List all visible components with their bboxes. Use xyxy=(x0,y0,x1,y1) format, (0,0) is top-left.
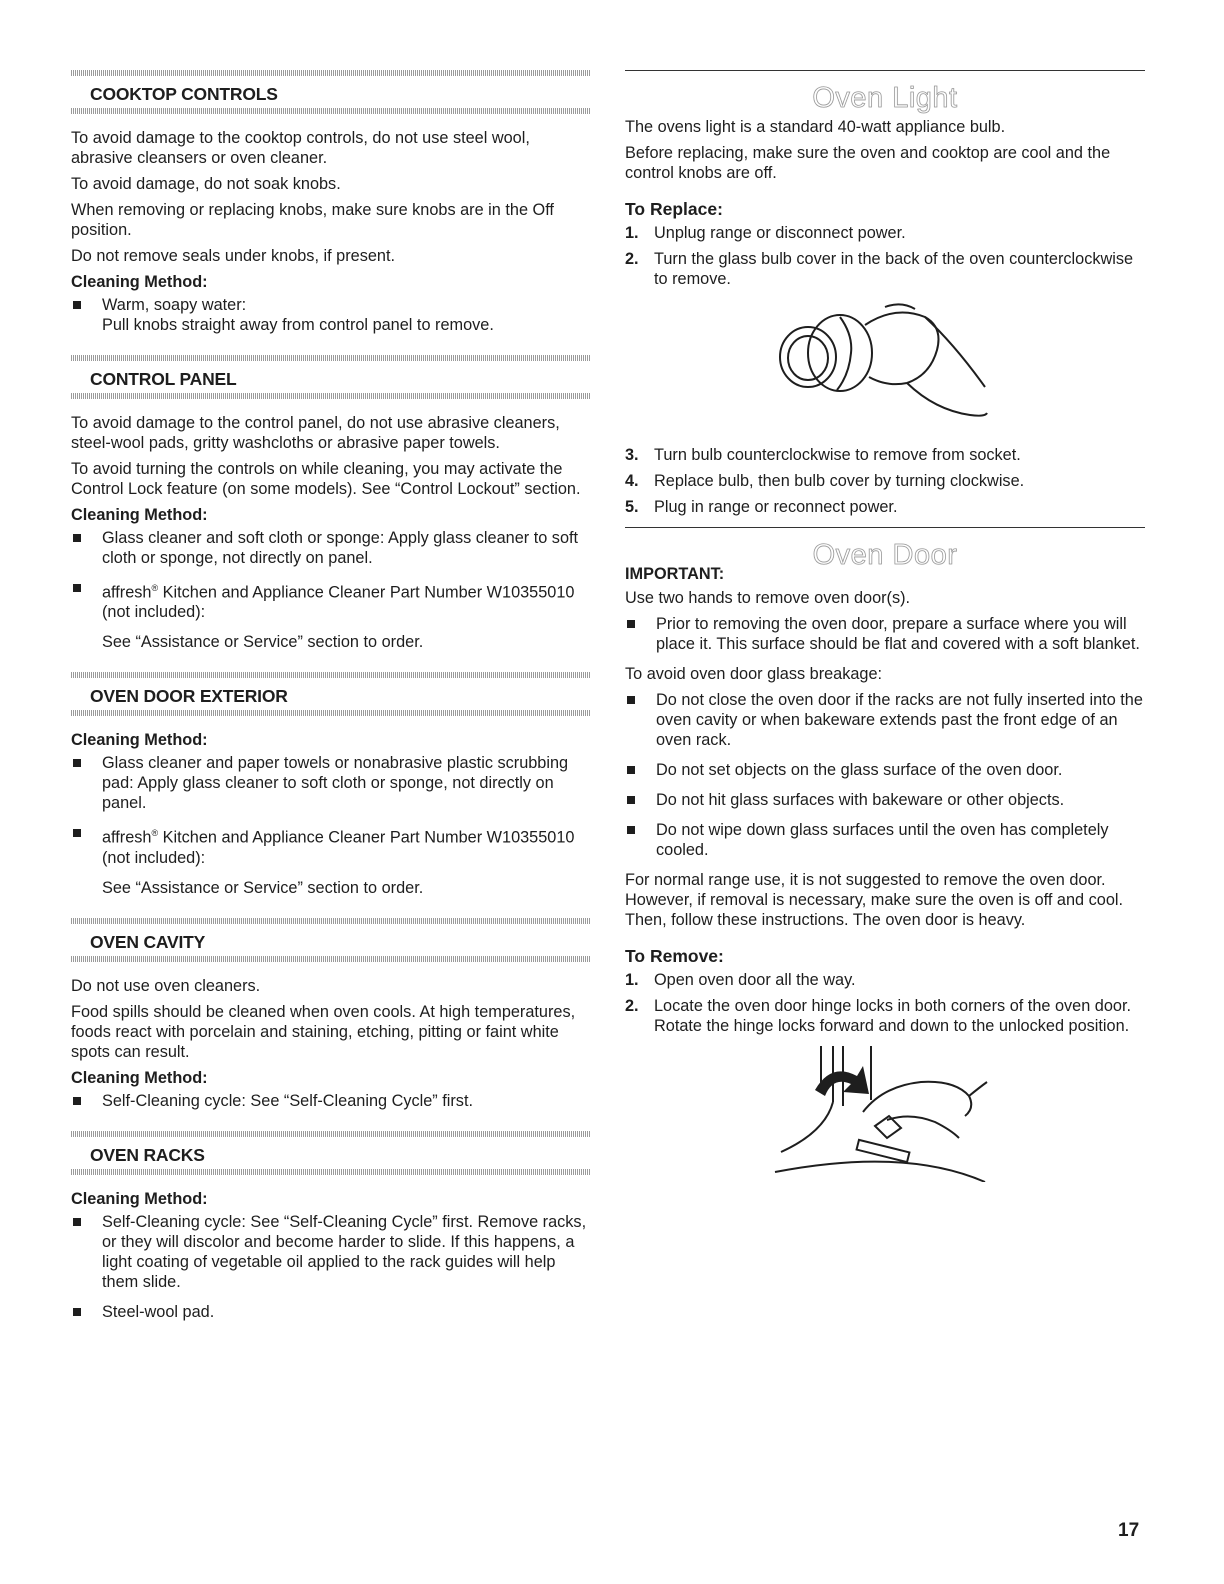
paragraph: To avoid damage, do not soak knobs. xyxy=(71,175,341,193)
section-rule xyxy=(625,527,1145,528)
bullet-list xyxy=(625,614,1145,654)
cleaning-method-label: Cleaning Method: xyxy=(71,731,208,750)
list-item: Prior to removing the oven door, prepare a surface where you will place it. This surface should be flat and covered with a soft blanket. xyxy=(625,614,1145,654)
paragraph: For normal range use, it is not suggested to remove the oven door. However, if removal is necessary, make sure the oven is off and cool. Then, follow these instructions. The oven door is heavy. xyxy=(625,871,1124,929)
important-label: IMPORTANT: xyxy=(625,565,725,583)
paragraph: To avoid damage to the control panel, do not use abrasive cleaners, steel-wool pads, gritty washcloths or abrasive paper towels. xyxy=(71,414,560,452)
list-item xyxy=(71,295,591,335)
list-item-text: Warm, soapy water: xyxy=(102,296,247,314)
list-item xyxy=(625,223,1145,243)
bullet-list xyxy=(71,1091,591,1111)
list-item xyxy=(71,823,591,897)
step-number: 3. xyxy=(625,446,639,464)
cover-ridge-shape xyxy=(837,317,851,390)
left-column xyxy=(71,70,591,1342)
subheading: To Replace: xyxy=(625,199,723,219)
list-item: Steel-wool pad. xyxy=(71,1302,591,1322)
section-header xyxy=(71,355,591,399)
bullet-list xyxy=(71,528,591,652)
paragraph: Use two hands to remove oven door(s). xyxy=(625,589,911,607)
hand-arm-line xyxy=(907,383,987,416)
list-item: Do not hit glass surfaces with bakeware or other objects. xyxy=(625,790,1145,810)
brand-name: affresh xyxy=(102,828,152,847)
section-title: OVEN CAVITY xyxy=(90,931,206,952)
bulb-cover-illustration xyxy=(625,295,1145,445)
section-header xyxy=(71,918,591,962)
list-item xyxy=(625,996,1145,1036)
section-title: Oven Door xyxy=(812,539,958,571)
numbered-list xyxy=(625,970,1145,1036)
section-control-panel xyxy=(71,355,591,652)
paragraph: To avoid turning the controls on while cleaning, you may activate the Control Lock feature (on some models). See “Control Lockout” section. xyxy=(71,460,581,498)
section-header xyxy=(71,1131,591,1175)
bullet-list xyxy=(625,690,1145,860)
list-item-subtext: See “Assistance or Service” section to order. xyxy=(102,633,424,652)
bullet-list xyxy=(71,753,591,897)
step-text: Locate the oven door hinge locks in both corners of the oven door. Rotate the hinge locks forward and down to the unlocked position. xyxy=(654,997,1131,1035)
step-number: 4. xyxy=(625,472,639,490)
section-header xyxy=(71,672,591,716)
list-item-subtext: See “Assistance or Service” section to order. xyxy=(102,878,424,897)
hatch-rule xyxy=(71,108,591,114)
hand-thumb-shape xyxy=(887,1116,959,1138)
hand-finger-shape xyxy=(863,1082,971,1116)
cleaning-method-label: Cleaning Method: xyxy=(71,506,208,524)
section-oven-door xyxy=(625,527,1145,1182)
hatch-rule xyxy=(71,393,591,399)
paragraph: When removing or replacing knobs, make sure knobs are in the Off position. xyxy=(71,201,554,239)
list-item-text: Kitchen and Appliance Cleaner Part Number W10355010 (not included): xyxy=(102,583,575,622)
step-text: Open oven door all the way. xyxy=(654,971,856,989)
section-title: OVEN RACKS xyxy=(90,1144,205,1165)
list-item-text: Kitchen and Appliance Cleaner Part Number W10355010 (not included): xyxy=(102,828,575,867)
hand-wrist-line xyxy=(925,317,985,387)
bullet-list xyxy=(71,1212,591,1322)
right-column xyxy=(625,70,1145,1182)
hinge-slot-shape xyxy=(857,1140,910,1162)
section-title: Oven Light xyxy=(812,82,958,114)
step-number: 1. xyxy=(625,224,639,242)
list-item: Glass cleaner and paper towels or nonabrasive plastic scrubbing pad: Apply glass cleaner to soft cloth or sponge, not directly on panel. xyxy=(71,753,591,813)
list-item: Do not wipe down glass surfaces until the oven has completely cooled. xyxy=(625,820,1145,860)
paragraph: Do not use oven cleaners. xyxy=(71,976,261,995)
numbered-list xyxy=(625,445,1145,517)
registered-mark: ® xyxy=(151,828,159,839)
bullet-list xyxy=(71,295,591,335)
step-number: 1. xyxy=(625,971,639,989)
section-header xyxy=(71,70,591,114)
list-item xyxy=(625,497,1145,517)
registered-mark: ® xyxy=(151,583,159,593)
section-oven-racks xyxy=(71,1131,591,1322)
oven-edge-line xyxy=(775,1162,985,1182)
list-item xyxy=(625,445,1145,465)
step-number: 2. xyxy=(625,997,639,1015)
hatch-rule xyxy=(71,956,591,962)
section-title: CONTROL PANEL xyxy=(90,369,237,389)
step-text: Turn bulb counterclockwise to remove from socket. xyxy=(654,446,1021,464)
step-number: 2. xyxy=(625,250,639,268)
step-text: Unplug range or disconnect power. xyxy=(654,224,906,242)
brand-name: affresh xyxy=(102,583,152,602)
paragraph: Food spills should be cleaned when oven cools. At high temperatures, foods react with porcelain and staining, etching, pitting or faint white spots can result. xyxy=(71,1002,576,1061)
paragraph: To avoid damage to the cooktop controls, do not use steel wool, abrasive cleansers or oven cleaner. xyxy=(71,129,530,167)
cleaning-method-label: Cleaning Method: xyxy=(71,1068,208,1087)
section-oven-cavity xyxy=(71,918,591,1111)
numbered-list xyxy=(625,223,1145,289)
finger-line xyxy=(885,304,915,309)
section-rule xyxy=(625,70,1145,71)
list-item: Do not set objects on the glass surface of the oven door. xyxy=(625,760,1145,780)
cleaning-method-label: Cleaning Method: xyxy=(71,1189,208,1208)
list-item xyxy=(625,249,1145,289)
hand-palm-shape xyxy=(865,313,939,385)
paragraph: The ovens light is a standard 40-watt appliance bulb. xyxy=(625,118,1006,136)
paragraph: To avoid oven door glass breakage: xyxy=(625,665,883,683)
list-item: Do not close the oven door if the racks are not fully inserted into the oven cavity or when bakeware extends past the front edge of an oven rack. xyxy=(625,690,1145,750)
section-title: COOKTOP CONTROLS xyxy=(90,84,278,104)
subheading: To Remove: xyxy=(625,946,724,966)
list-item xyxy=(625,471,1145,491)
step-text: Turn the glass bulb cover in the back of the oven counterclockwise to remove. xyxy=(654,250,1134,288)
section-title: OVEN DOOR EXTERIOR xyxy=(90,686,288,707)
list-item-subtext: Pull knobs straight away from control panel to remove. xyxy=(102,316,494,334)
list-item: Glass cleaner and soft cloth or sponge: Apply glass cleaner to soft cloth or sponge, not directly on panel. xyxy=(71,528,591,568)
bulb-cover-shape xyxy=(808,315,872,391)
hatch-rule xyxy=(71,710,591,716)
paragraph: Do not remove seals under knobs, if present. xyxy=(71,247,395,265)
cleaning-method-label: Cleaning Method: xyxy=(71,273,208,291)
list-item xyxy=(71,578,591,652)
hinge-lock-illustration xyxy=(625,1042,1145,1182)
section-oven-light xyxy=(625,70,1145,517)
page-number: 17 xyxy=(1118,1520,1140,1541)
hatch-rule xyxy=(71,1169,591,1175)
section-cooktop-controls xyxy=(71,70,591,335)
hand-wrist-line xyxy=(969,1082,987,1096)
section-oven-door-exterior xyxy=(71,672,591,897)
step-text: Replace bulb, then bulb cover by turning clockwise. xyxy=(654,472,1025,490)
list-item: Self-Cleaning cycle: See “Self-Cleaning Cycle” first. Remove racks, or they will discolor and become harder to slide. If this happens, a light coating of vegetable oil applied to the rack guides will help them slide. xyxy=(71,1212,591,1292)
list-item xyxy=(625,970,1145,990)
paragraph: Before replacing, make sure the oven and cooktop are cool and the control knobs are off. xyxy=(625,144,1111,182)
step-text: Plug in range or reconnect power. xyxy=(654,498,898,516)
oven-frame-curve xyxy=(781,1102,833,1152)
list-item: Self-Cleaning cycle: See “Self-Cleaning Cycle” first. xyxy=(71,1091,591,1111)
step-number: 5. xyxy=(625,498,639,516)
